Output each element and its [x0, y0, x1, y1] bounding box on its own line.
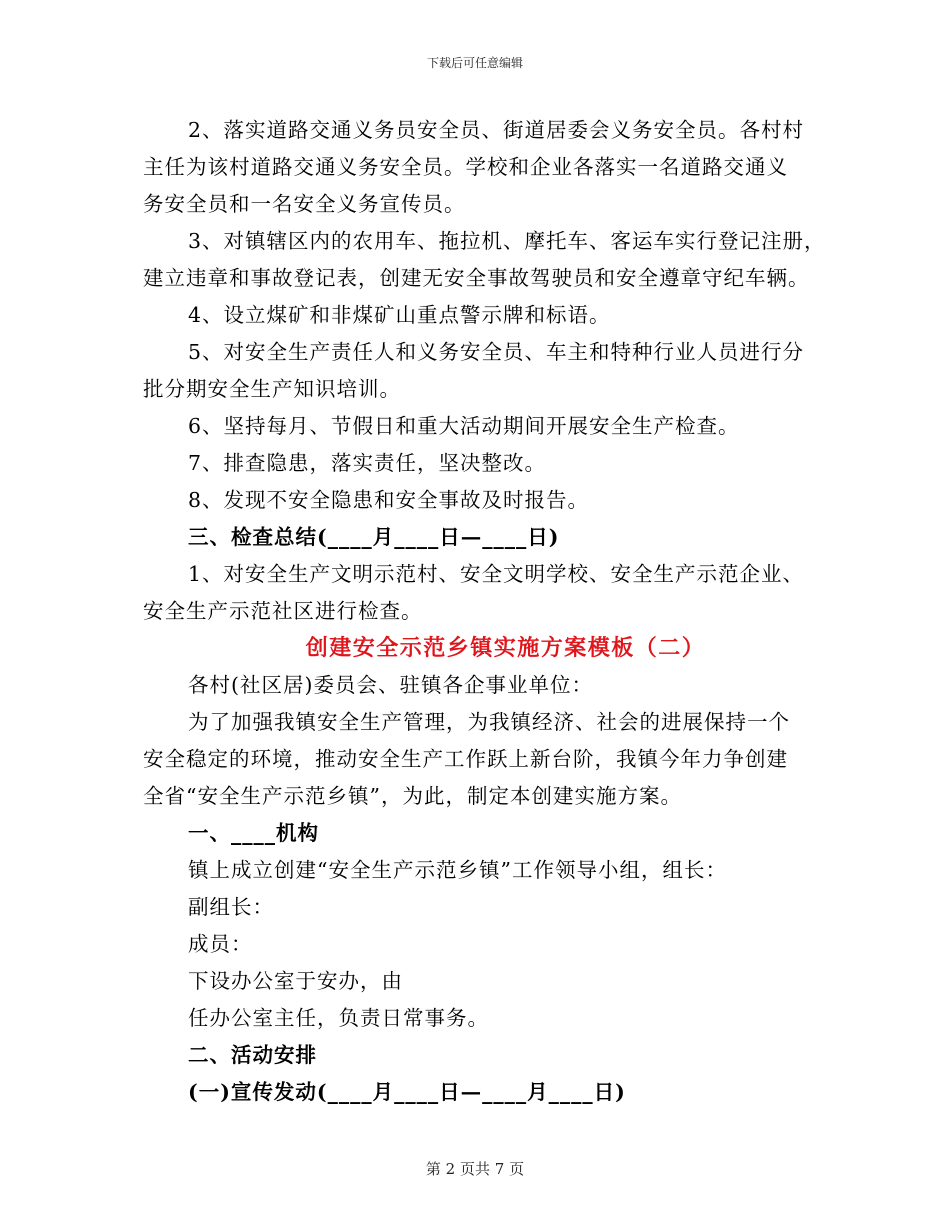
document-body [143, 112, 826, 1111]
paragraph-line: 全省“安全生产示范乡镇”，为此，制定本创建实施方案。 [143, 784, 682, 808]
paragraph-line: 建立违章和事故登记表，创建无安全事故驾驶员和安全遵章守纪车辆。 [143, 266, 810, 290]
header-note: 下载后可任意编辑 [426, 56, 523, 70]
paragraph-line: 下设办公室于安办，由 [188, 969, 403, 993]
paragraph-line: 3、对镇辖区内的农用车、拖拉机、摩托车、客运车实行登记注册， [188, 229, 826, 253]
paragraph-line: 安全生产示范社区进行检查。 [143, 599, 423, 623]
paragraph-line: 2、落实道路交通义务员安全员、街道居委会义务安全员。各村村 [188, 118, 805, 142]
section-heading: 一、____机构 [188, 821, 319, 845]
paragraph-line: 务安全员和一名安全义务宣传员。 [143, 192, 466, 216]
paragraph-line: 批分期安全生产知识培训。 [143, 377, 401, 401]
paragraph-line: 4、设立煤矿和非煤矿山重点警示牌和标语。 [188, 303, 611, 327]
paragraph-line: 镇上成立创建“安全生产示范乡镇”工作领导小组，组长： [188, 858, 727, 882]
paragraph-line: 5、对安全生产责任人和义务安全员、车主和特种行业人员进行分 [188, 340, 805, 364]
paragraph-line: 任办公室主任，负责日常事务。 [188, 1006, 489, 1030]
section-heading: 二、活动安排 [188, 1043, 317, 1067]
paragraph-line: 各村(社区居)委员会、驻镇各企事业单位： [188, 673, 593, 697]
paragraph-line: 主任为该村道路交通义务安全员。学校和企业各落实一名道路交通义 [143, 155, 788, 179]
paragraph-line: 8、发现不安全隐患和安全事故及时报告。 [188, 488, 590, 512]
paragraph-line: 6、坚持每月、节假日和重大活动期间开展安全生产检查。 [188, 414, 740, 438]
paragraph-line: 副组长： [188, 895, 274, 919]
paragraph-line: 1、对安全生产文明示范村、安全文明学校、安全生产示范企业、 [188, 562, 805, 586]
paragraph-line: 成员： [188, 932, 253, 956]
paragraph-line: 安全稳定的环境，推动安全生产工作跃上新台阶，我镇今年力争创建 [143, 747, 788, 771]
page-number: 第 2 页共 7 页 [425, 1160, 525, 1178]
section-heading: (一)宣传发动(____月____日—____月____日) [188, 1080, 626, 1104]
paragraph-line: 7、排查隐患，落实责任，坚决整改。 [188, 451, 547, 475]
document-title: 创建安全示范乡镇实施方案模板（二） [305, 635, 706, 661]
section-heading: 三、检查总结(____月____日—____日) [188, 525, 560, 549]
paragraph-line: 为了加强我镇安全生产管理，为我镇经济、社会的进展保持一个 [188, 710, 790, 734]
